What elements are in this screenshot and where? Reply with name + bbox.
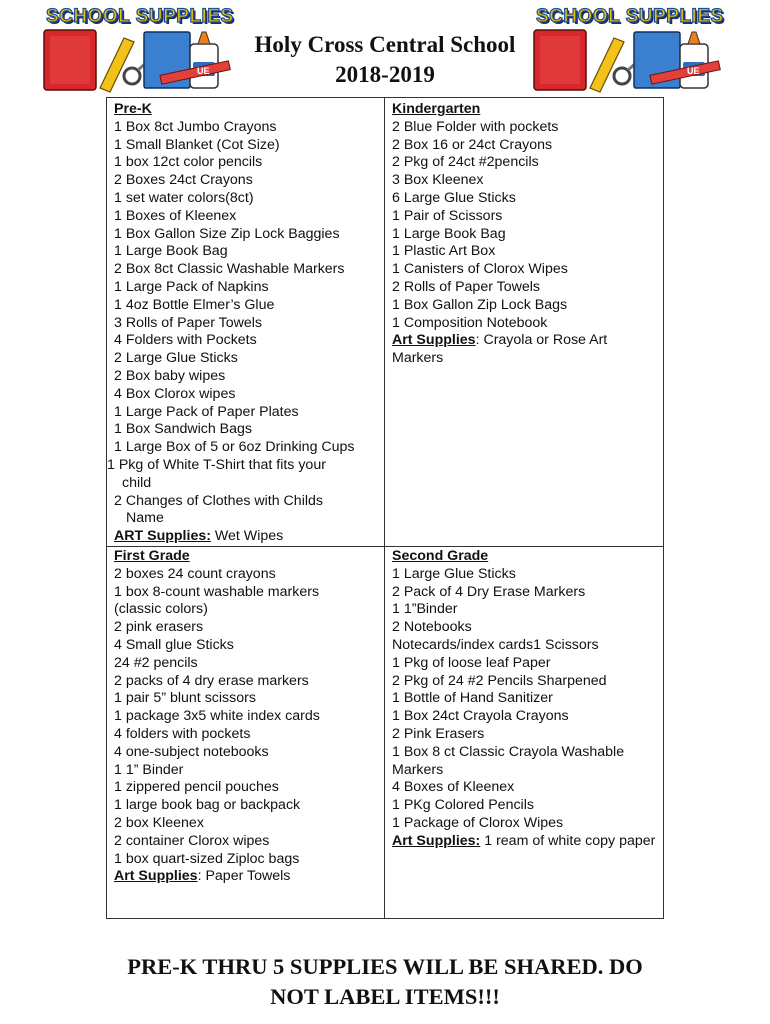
list-item: 2 boxes 24 count crayons bbox=[114, 565, 276, 582]
second-grade-heading: Second Grade bbox=[392, 548, 489, 564]
art-supplies-value: : Paper Towels bbox=[197, 868, 291, 885]
list-item: 1 Small Blanket (Cot Size) bbox=[114, 136, 280, 153]
list-item: 1 Large Book Bag bbox=[114, 243, 228, 260]
list-item: 4 folders with pockets bbox=[114, 725, 251, 742]
list-item: 4 Box Clorox wipes bbox=[114, 385, 236, 402]
list-item: 3 Box Kleenex bbox=[392, 172, 484, 189]
list-item: 1 box quart-sized Ziploc bags bbox=[114, 850, 300, 867]
list-item: 2 Box 8ct Classic Washable Markers bbox=[114, 261, 345, 278]
kindergarten-list bbox=[392, 119, 660, 333]
art-supplies-label: Art Supplies: bbox=[392, 832, 481, 849]
list-item: 1 Box Gallon Zip Lock Bags bbox=[392, 296, 568, 313]
list-item: 1 Large Pack of Paper Plates bbox=[114, 403, 299, 420]
list-item: 2 Notebooks bbox=[392, 619, 472, 636]
list-item: 1 Pkg of loose leaf Paper bbox=[392, 654, 551, 671]
notice-line-2: NOT LABEL ITEMS!!! bbox=[270, 984, 500, 1009]
list-item: 1 Large Glue Sticks bbox=[392, 565, 516, 582]
list-item: 1 Box 8ct Jumbo Crayons bbox=[114, 118, 277, 135]
prek-heading: Pre-K bbox=[114, 101, 152, 117]
list-item: 1 Large Box of 5 or 6oz Drinking Cups bbox=[114, 439, 355, 456]
list-item: 1 1”Binder bbox=[392, 601, 458, 618]
glue-label: UE bbox=[687, 66, 700, 76]
logo-text: SCHOOL SUPPLIES bbox=[536, 6, 724, 27]
first-grade-cell bbox=[114, 548, 382, 886]
school-supplies-logo-left bbox=[40, 4, 240, 94]
list-item: 2 box Kleenex bbox=[114, 814, 204, 831]
table-divider-horizontal bbox=[106, 546, 664, 547]
list-item: 1 Pair of Scissors bbox=[392, 207, 503, 224]
list-item: 1 Box Gallon Size Zip Lock Baggies bbox=[114, 225, 340, 242]
glue-label: UE bbox=[197, 66, 210, 76]
list-item: 2 Box baby wipes bbox=[114, 367, 226, 384]
list-item: 4 Folders with Pockets bbox=[114, 332, 257, 349]
art-supplies-label: Art Supplies bbox=[392, 332, 476, 349]
art-supplies-value: Wet Wipes bbox=[210, 528, 284, 545]
notice-line-1: PRE-K THRU 5 SUPPLIES WILL BE SHARED. DO bbox=[127, 954, 643, 979]
list-item: 2 Boxes 24ct Crayons bbox=[114, 172, 253, 189]
school-supplies-clipart-icon bbox=[530, 4, 730, 94]
list-item: 1 Package of Clorox Wipes bbox=[392, 814, 564, 831]
list-item: 2 Blue Folder with pockets bbox=[392, 118, 559, 135]
list-item: 2 Large Glue Sticks bbox=[114, 350, 238, 367]
kindergarten-heading: Kindergarten bbox=[392, 101, 481, 117]
list-item: 1 large book bag or backpack bbox=[114, 797, 301, 814]
art-supplies-label: ART Supplies: bbox=[114, 528, 211, 545]
list-item: 2 Pkg of 24 #2 Pencils Sharpened bbox=[392, 672, 607, 689]
art-supplies-label: Art Supplies bbox=[114, 868, 198, 885]
list-item: 4 one-subject notebooks bbox=[114, 743, 269, 760]
list-item: 1 box 12ct color pencils bbox=[114, 154, 263, 171]
list-item: 6 Large Glue Sticks bbox=[392, 189, 516, 206]
school-supplies-clipart-icon bbox=[40, 4, 240, 94]
list-item: 2 Changes of Clothes with Childs bbox=[114, 492, 323, 509]
list-item: 2 pink erasers bbox=[114, 619, 204, 636]
list-item: 1 Box Sandwich Bags bbox=[114, 421, 253, 438]
second-grade-art-supplies bbox=[392, 833, 658, 851]
list-item: Markers bbox=[392, 761, 444, 778]
list-item: (classic colors) bbox=[114, 601, 208, 618]
kindergarten-cell bbox=[392, 101, 660, 368]
first-grade-art-supplies bbox=[114, 868, 382, 886]
list-item: 2 Rolls of Paper Towels bbox=[392, 278, 540, 295]
list-item: 1 4oz Bottle Elmer’s Glue bbox=[114, 296, 275, 313]
list-item: 1 Large Pack of Napkins bbox=[114, 278, 269, 295]
list-item: 1 package 3x5 white index cards bbox=[114, 708, 320, 725]
list-item: 2 packs of 4 dry erase markers bbox=[114, 672, 309, 689]
list-item: 2 Pkg of 24ct #2pencils bbox=[392, 154, 539, 171]
school-year: 2018-2019 bbox=[335, 62, 435, 87]
list-item: 4 Boxes of Kleenex bbox=[392, 779, 515, 796]
list-item: 1 Bottle of Hand Sanitizer bbox=[392, 690, 553, 707]
list-item: 1 1” Binder bbox=[114, 761, 184, 778]
list-item: 1 Plastic Art Box bbox=[392, 243, 496, 260]
list-item: 1 set water colors(8ct) bbox=[114, 189, 254, 206]
list-item: 1 Pkg of White T-Shirt that fits your bbox=[107, 456, 326, 473]
list-item: 1 zippered pencil pouches bbox=[114, 779, 279, 796]
table-divider-vertical bbox=[384, 97, 385, 919]
list-item: 1 Large Book Bag bbox=[392, 225, 506, 242]
prek-art-supplies bbox=[114, 528, 382, 546]
prek-cell bbox=[107, 101, 382, 546]
logo-text: SCHOOL SUPPLIES bbox=[46, 6, 234, 27]
list-item: 1 PKg Colored Pencils bbox=[392, 797, 534, 814]
list-item: 1 Box 8 ct Classic Crayola Washable bbox=[392, 743, 625, 760]
list-item: 1 Canisters of Clorox Wipes bbox=[392, 261, 568, 278]
page-title bbox=[240, 30, 530, 90]
list-item: 2 Pack of 4 Dry Erase Markers bbox=[392, 583, 586, 600]
list-item: 1 Box 24ct Crayola Crayons bbox=[392, 708, 569, 725]
list-item: Name bbox=[126, 510, 164, 527]
list-item: 2 Box 16 or 24ct Crayons bbox=[392, 136, 553, 153]
second-grade-list bbox=[392, 566, 658, 833]
list-item: child bbox=[122, 474, 152, 491]
list-item: 4 Small glue Sticks bbox=[114, 636, 234, 653]
list-item: 2 container Clorox wipes bbox=[114, 832, 270, 849]
kindergarten-art-supplies bbox=[392, 332, 660, 368]
list-item: 1 box 8-count washable markers bbox=[114, 583, 320, 600]
shared-supplies-notice bbox=[60, 952, 710, 1012]
list-item: 24 #2 pencils bbox=[114, 654, 198, 671]
prek-list bbox=[114, 119, 382, 457]
list-item: 1 Composition Notebook bbox=[392, 314, 548, 331]
school-name: Holy Cross Central School bbox=[254, 32, 516, 57]
list-item: 2 Pink Erasers bbox=[392, 725, 485, 742]
list-item: Notecards/index cards1 Scissors bbox=[392, 636, 599, 653]
first-grade-heading: First Grade bbox=[114, 548, 190, 564]
art-supplies-value: : Crayola or Rose Art Markers bbox=[392, 332, 608, 367]
first-grade-list bbox=[114, 566, 382, 869]
art-supplies-value: 1 ream of white copy paper bbox=[480, 832, 656, 849]
list-item: 1 pair 5” blunt scissors bbox=[114, 690, 256, 707]
school-supplies-logo-right bbox=[530, 4, 730, 94]
second-grade-cell bbox=[392, 548, 658, 851]
list-item: 3 Rolls of Paper Towels bbox=[114, 314, 262, 331]
list-item: 1 Boxes of Kleenex bbox=[114, 207, 237, 224]
